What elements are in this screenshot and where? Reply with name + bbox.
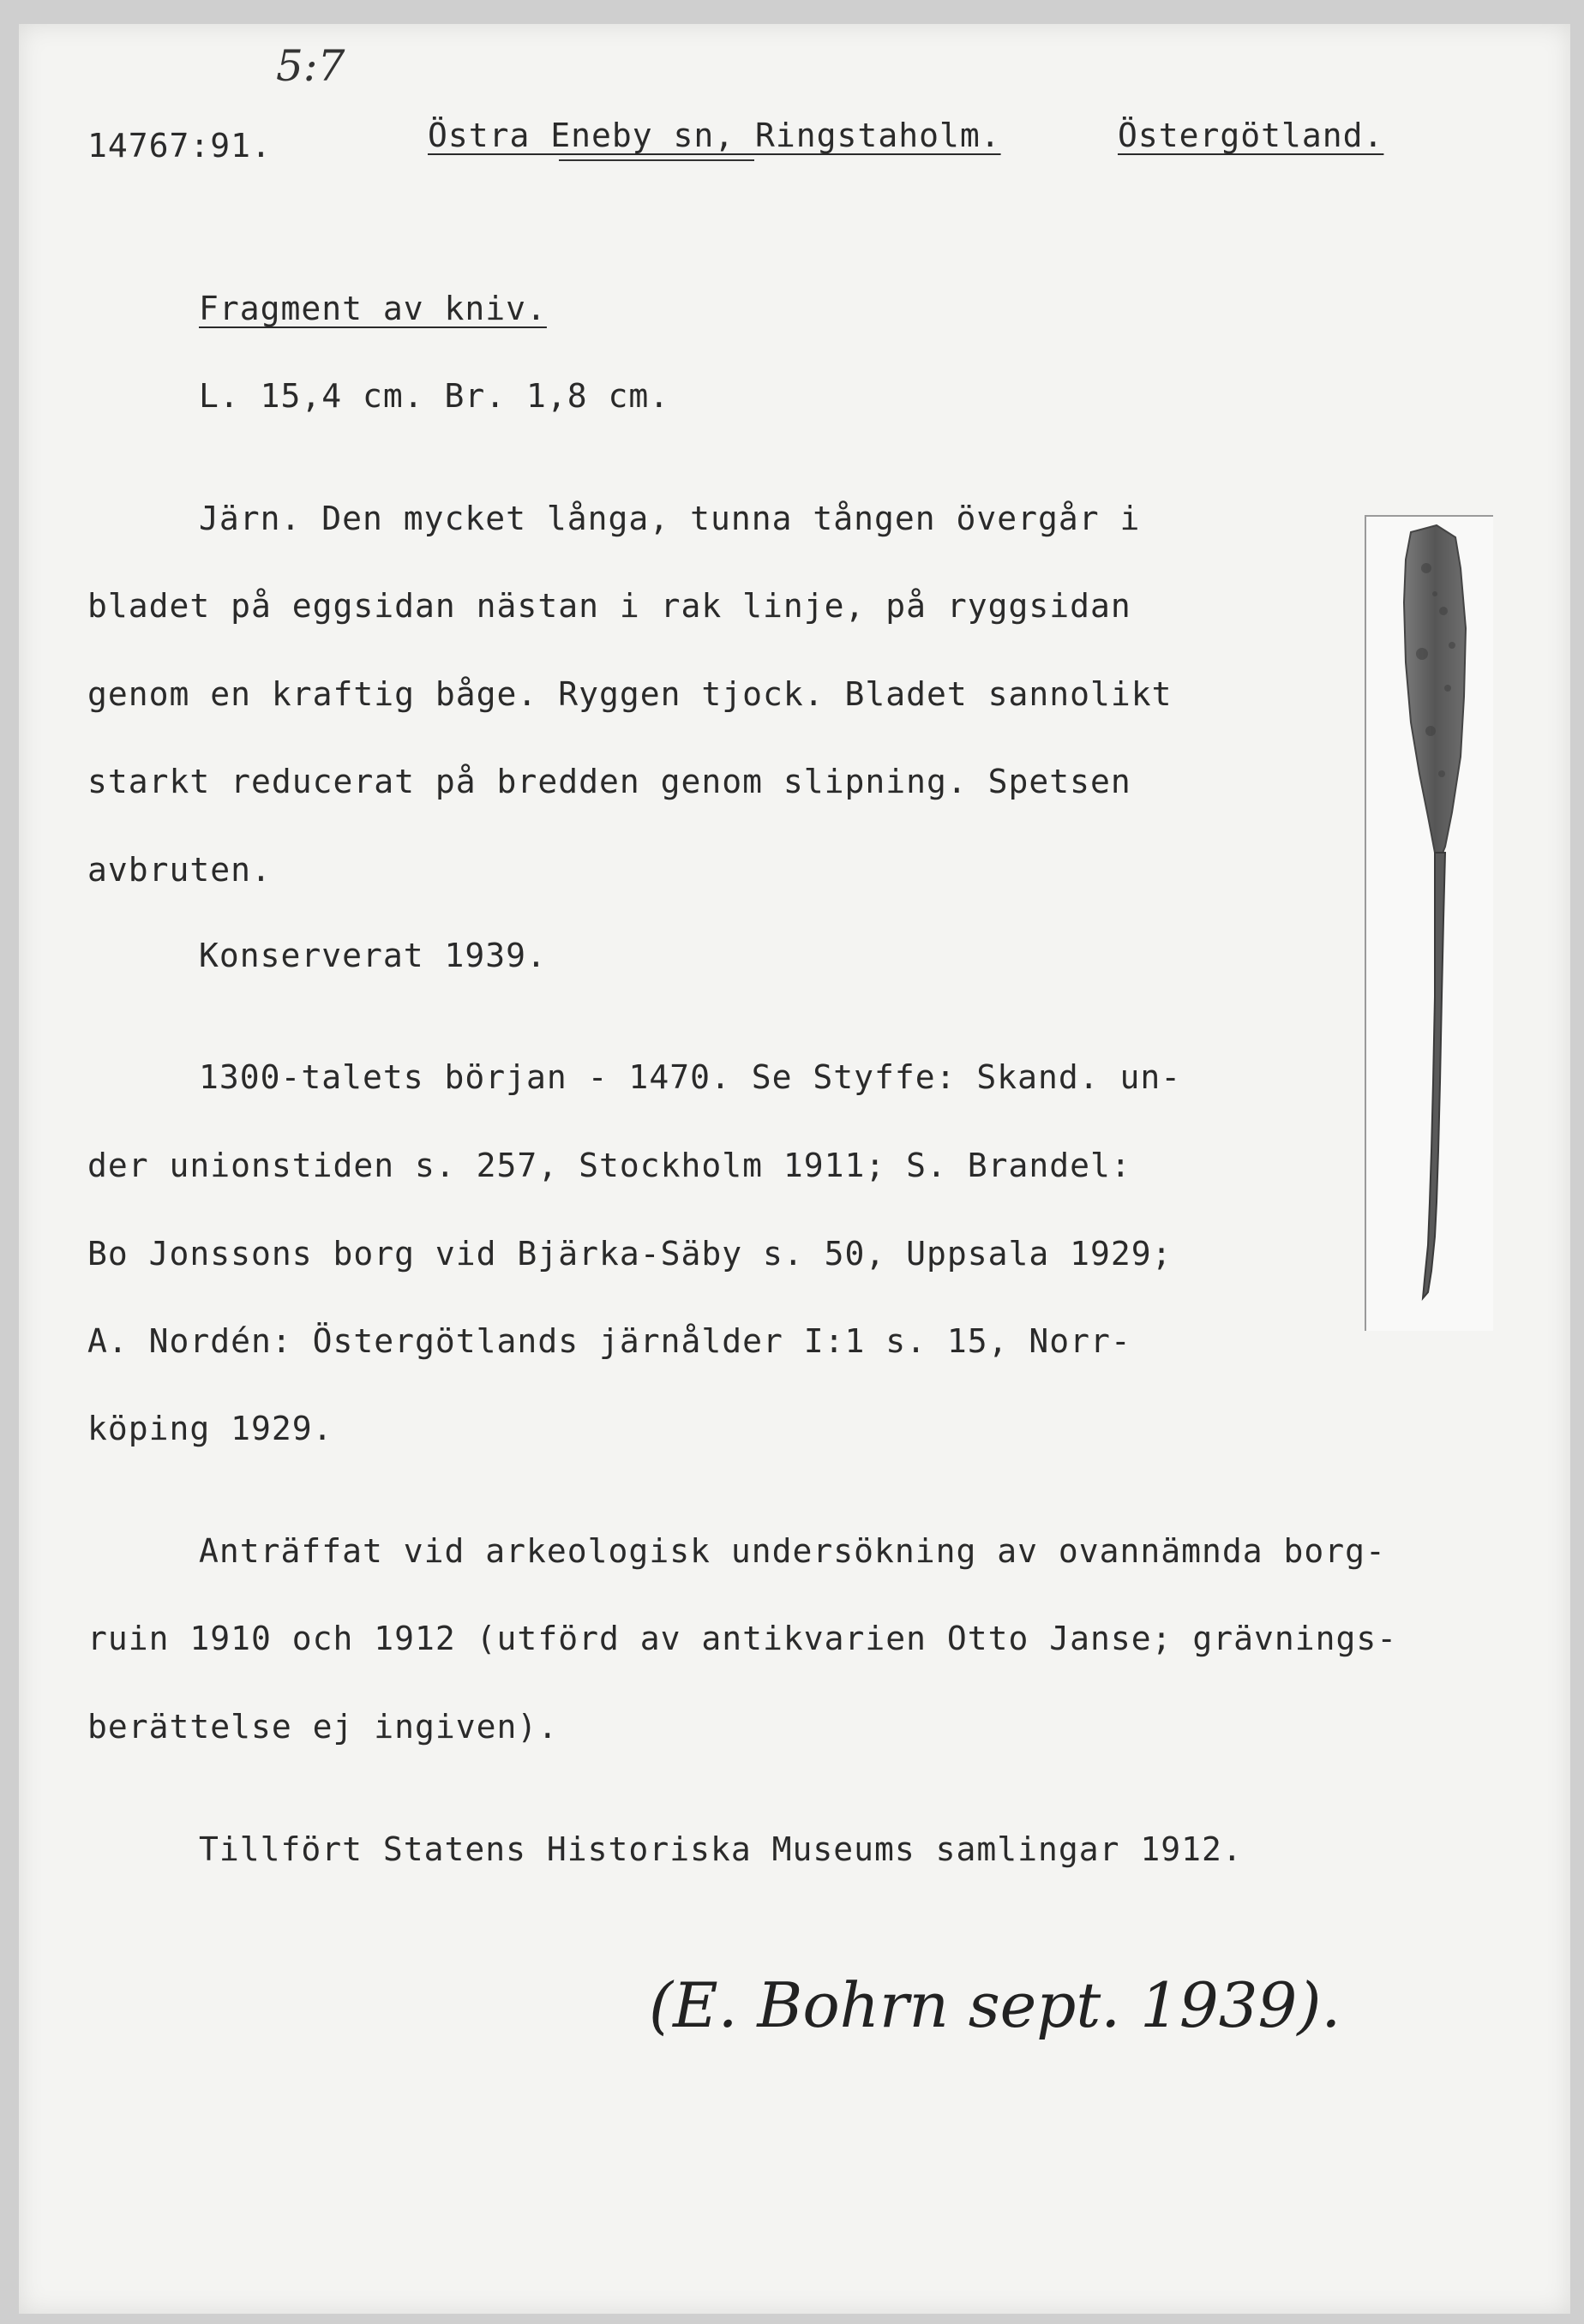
province: Östergötland. — [1118, 117, 1384, 154]
description-line: starkt reducerat på bredden genom slipning. Spetsen — [87, 763, 1131, 800]
dimensions: L. 15,4 cm. Br. 1,8 cm. — [199, 377, 670, 415]
knife-blade-shape — [1404, 525, 1466, 860]
dating-line: köping 1929. — [87, 1410, 333, 1447]
dating-line: 1300-talets början - 1470. Se Styffe: Skand. un- — [199, 1058, 1182, 1096]
location: Östra Eneby sn, Ringstaholm. — [428, 117, 1001, 154]
object-title: Fragment av kniv. — [199, 290, 547, 327]
knife-fragment-image — [1366, 517, 1493, 1331]
handwritten-signature: (E. Bohrn sept. 1939). — [649, 1969, 1341, 2041]
dating-line: Bo Jonssons borg vid Bjärka-Säby s. 50, Uppsala 1929; — [87, 1235, 1173, 1273]
knife-fragment-photo — [1365, 515, 1493, 1331]
find-line: berättelse ej ingiven). — [87, 1708, 559, 1746]
description-line: Järn. Den mycket långa, tunna tången övergår i — [199, 500, 1141, 537]
handwritten-mark: 5:7 — [276, 41, 345, 91]
acquisition-note: Tillfört Statens Historiska Museums samlingar 1912. — [199, 1830, 1243, 1868]
description-line: avbruten. — [87, 851, 272, 889]
catalog-number: 14767:91. — [87, 127, 272, 165]
knife-tang-shape — [1423, 853, 1445, 1298]
find-line: ruin 1910 och 1912 (utförd av antikvarien Otto Janse; grävnings- — [87, 1620, 1398, 1657]
catalog-card — [19, 24, 1570, 2314]
find-line: Anträffat vid arkeologisk undersökning av ovannämnda borg- — [199, 1532, 1386, 1570]
description-line: genom en kraftig båge. Ryggen tjock. Bladet sannolikt — [87, 675, 1173, 713]
location-underline-mark — [559, 159, 754, 161]
dating-line: der unionstiden s. 257, Stockholm 1911; S. Brandel: — [87, 1147, 1131, 1184]
dating-line: A. Nordén: Östergötlands järnålder I:1 s. 15, Norr- — [87, 1322, 1131, 1360]
description-line: bladet på eggsidan nästan i rak linje, på ryggsidan — [87, 587, 1131, 625]
conservation-note: Konserverat 1939. — [199, 937, 547, 974]
